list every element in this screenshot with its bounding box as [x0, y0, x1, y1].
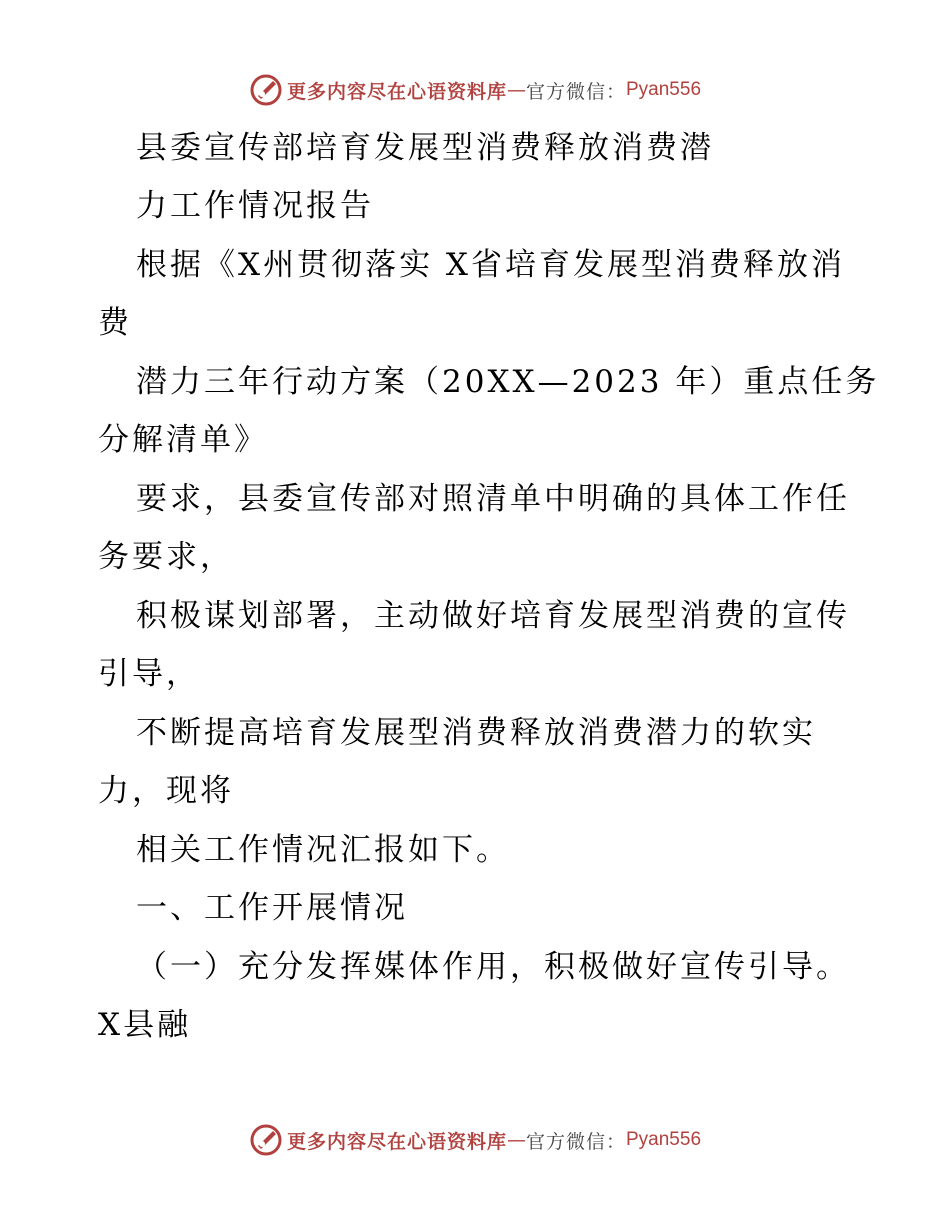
body-line: 费 — [98, 305, 132, 341]
section-heading: 一、工作开展情况 — [136, 890, 408, 926]
body-line: 要求，县委宣传部对照清单中明确的具体工作任 — [136, 481, 850, 517]
subsection-heading: （一）充分发挥媒体作用，积极做好宣传引导。 — [136, 949, 850, 985]
body-line: 根据《X州贯彻落实 X省培育发展型消费释放消 — [136, 247, 845, 283]
body-line: 分解清单》 — [98, 422, 268, 458]
title-line-2: 力工作情况报告 — [136, 188, 374, 224]
watermark-wechat-id: Pyan556 — [626, 1129, 702, 1150]
title-line-1: 县委宣传部培育发展型消费释放消费潜 — [136, 130, 714, 166]
watermark-sub-text: 官方微信： — [525, 80, 626, 103]
watermark-main-text: 更多内容尽在心语资料库 — [286, 80, 507, 103]
watermark-main-text: 更多内容尽在心语资料库 — [286, 1130, 507, 1153]
footer-watermark — [0, 1120, 950, 1160]
body-line: 不断提高培育发展型消费释放消费潜力的软实 — [136, 715, 816, 751]
header-watermark — [0, 70, 950, 110]
watermark-sub-text: 官方微信： — [525, 1130, 626, 1153]
brand-logo-icon — [249, 1123, 283, 1157]
brand-logo-icon — [249, 73, 283, 107]
body-line: 引导， — [98, 656, 200, 692]
body-line: 务要求， — [98, 539, 234, 575]
watermark-wechat-id: Pyan556 — [626, 79, 702, 100]
body-line: X县融 — [98, 1007, 192, 1043]
watermark-dash: — — [506, 1129, 526, 1151]
body-line: 力，现将 — [98, 773, 234, 809]
body-line: 积极谋划部署，主动做好培育发展型消费的宣传 — [136, 598, 850, 634]
body-line: 潜力三年行动方案（20XX—2023 年）重点任务 — [136, 364, 880, 400]
body-line: 相关工作情况汇报如下。 — [136, 832, 510, 868]
watermark-dash: — — [506, 79, 526, 101]
